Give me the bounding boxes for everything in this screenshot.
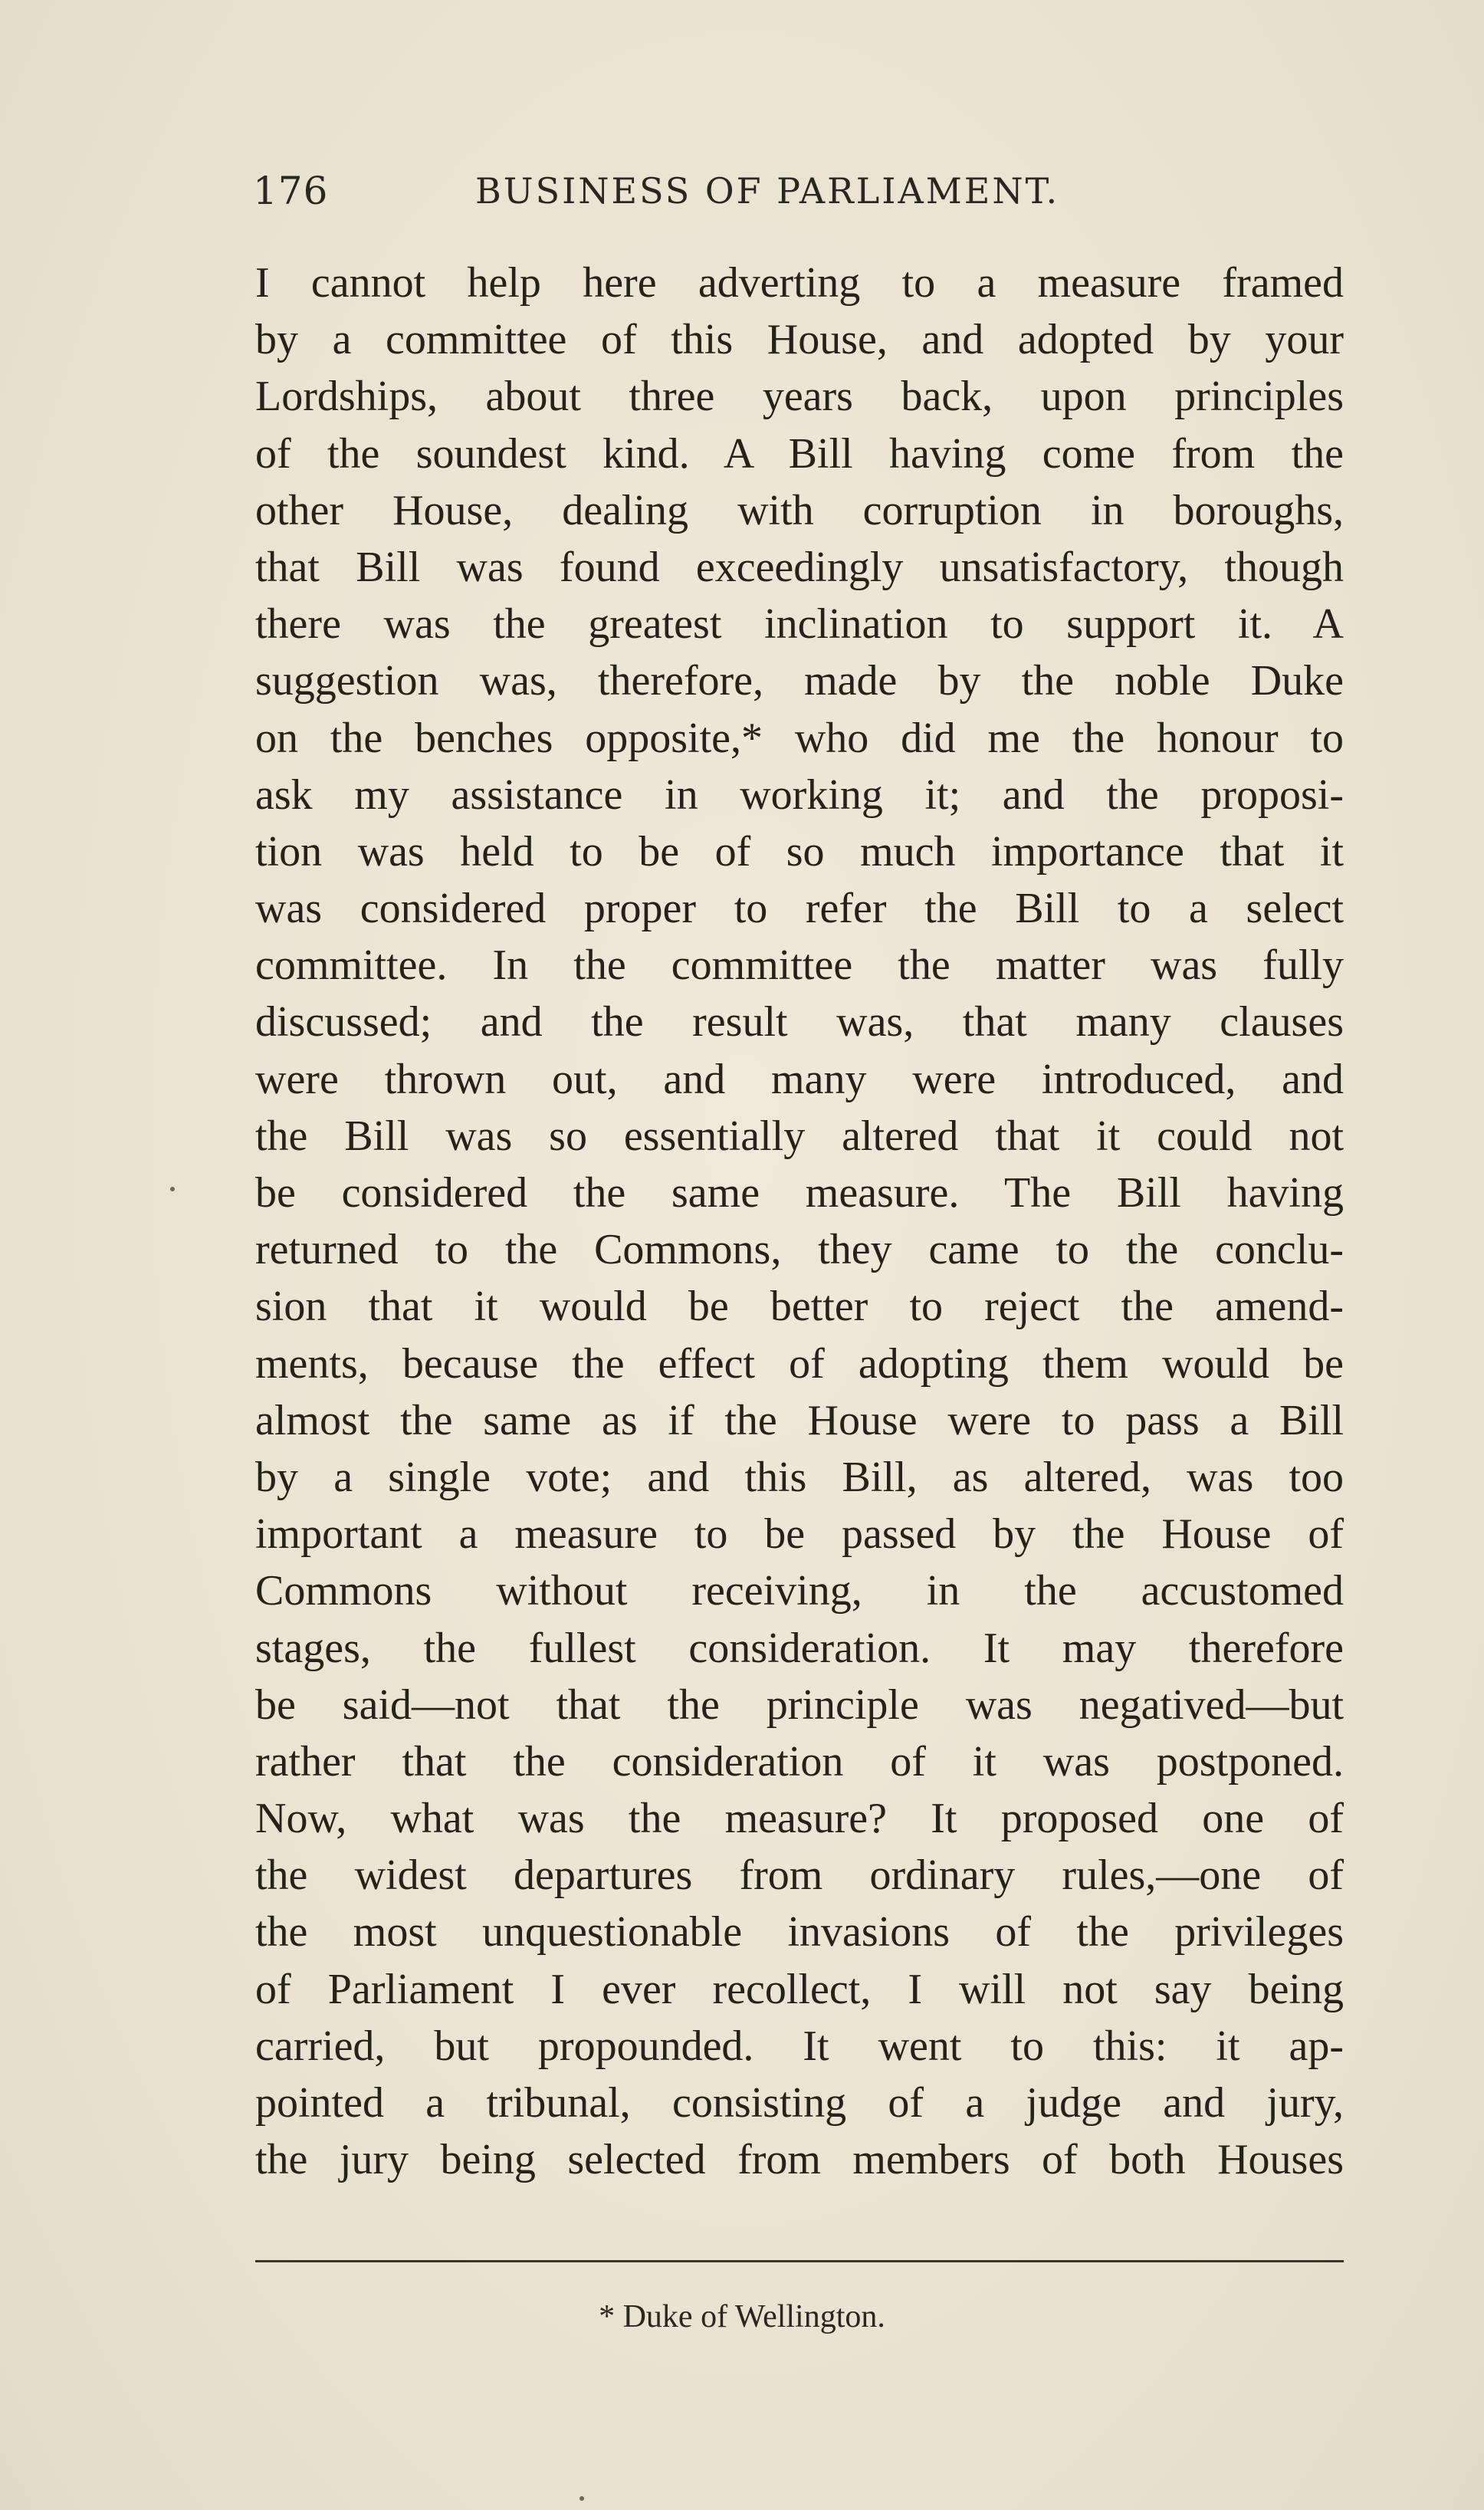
page-header xyxy=(253,169,1341,230)
text-line: Commons without receiving, in the accustomed xyxy=(255,1567,1344,1615)
text-line: ments, because the effect of adopting them would be xyxy=(255,1339,1344,1388)
text-line: important a measure to be passed by the House of xyxy=(255,1510,1344,1559)
text-line: suggestion was, therefore, made by the noble Duke xyxy=(255,657,1344,705)
paper-speck xyxy=(579,2496,584,2501)
text-line: returned to the Commons, they came to the conclu- xyxy=(255,1226,1344,1274)
text-line: almost the same as if the House were to pass a Bill xyxy=(255,1396,1344,1444)
text-line: stages, the fullest consideration. It may therefore xyxy=(255,1624,1344,1672)
text-line: sion that it would be better to reject the amend- xyxy=(255,1283,1344,1331)
text-line: by a single vote; and this Bill, as altered, was too xyxy=(255,1453,1344,1501)
text-line: discussed; and the result was, that many clauses xyxy=(255,998,1344,1046)
text-line: rather that the consideration of it was postponed. xyxy=(255,1737,1344,1786)
text-line: Lordships, about three years back, upon principles xyxy=(255,373,1344,421)
text-line: were thrown out, and many were introduced, and xyxy=(255,1055,1344,1103)
text-line: tion was held to be of so much importance that it xyxy=(255,827,1344,876)
footnote: * Duke of Wellington. xyxy=(599,2299,885,2334)
paper-speck xyxy=(170,1187,175,1191)
text-line: the widest departures from ordinary rules,—one of xyxy=(255,1851,1344,1900)
running-head: BUSINESS OF PARLIAMENT. xyxy=(475,170,1060,212)
text-line: ask my assistance in working it; and the proposi- xyxy=(255,770,1344,819)
text-line: committee. In the committee the matter was fully xyxy=(255,941,1344,990)
text-line: I cannot help here adverting to a measure framed xyxy=(255,259,1344,307)
text-line: was considered proper to refer the Bill to a select xyxy=(255,885,1344,933)
footnote-rule xyxy=(255,2260,1344,2262)
text-line: the most unquestionable invasions of the privileges xyxy=(255,1908,1344,1956)
text-line: be considered the same measure. The Bill having xyxy=(255,1169,1344,1217)
text-line: Now, what was the measure? It proposed one of xyxy=(255,1795,1344,1843)
text-line: of Parliament I ever recollect, I will not say being xyxy=(255,1965,1344,2013)
text-line: carried, but propounded. It went to this: it ap- xyxy=(255,2022,1344,2070)
text-line: by a committee of this House, and adopted by your xyxy=(255,316,1344,364)
text-line: be said—not that the principle was negatived—but xyxy=(255,1680,1344,1729)
text-line: other House, dealing with corruption in boroughs, xyxy=(255,486,1344,534)
text-line: on the benches opposite,* who did me the honour to xyxy=(255,714,1344,762)
text-line: of the soundest kind. A Bill having come from the xyxy=(255,429,1344,478)
text-line: the Bill was so essentially altered that it could not xyxy=(255,1112,1344,1160)
text-line: there was the greatest inclination to support it. A xyxy=(255,600,1344,649)
text-line: the jury being selected from members of both Houses xyxy=(255,2136,1344,2184)
text-line: pointed a tribunal, consisting of a judge and jury, xyxy=(255,2079,1344,2127)
page-number: 176 xyxy=(253,169,329,213)
body-text xyxy=(255,255,1344,2188)
text-line: that Bill was found exceedingly unsatisfactory, though xyxy=(255,543,1344,591)
